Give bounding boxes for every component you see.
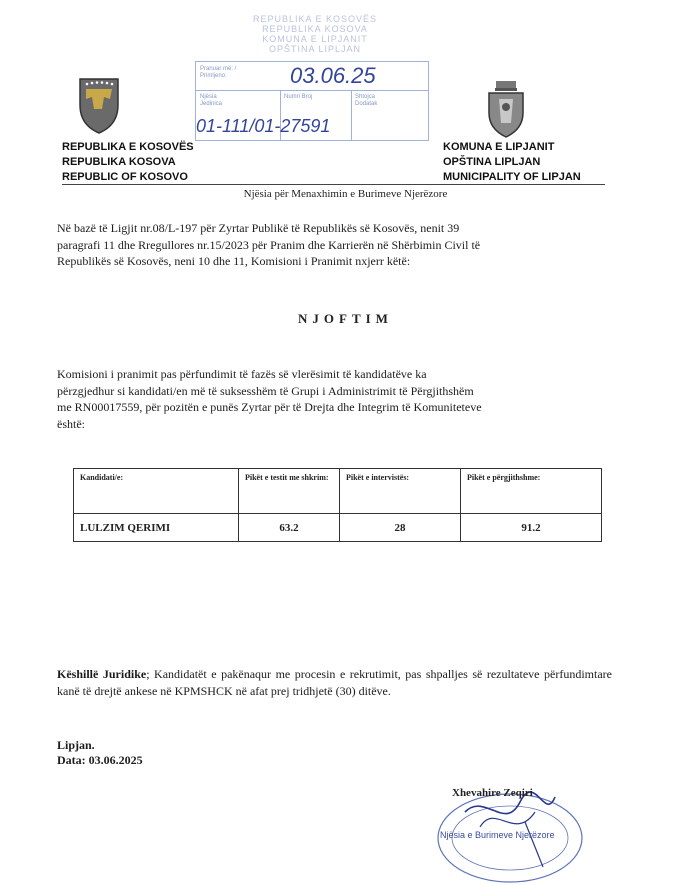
reference-number: 01-111/01-27591 [196, 116, 331, 136]
legal-advice-label: Këshillë Juridike [57, 667, 147, 681]
table-header-cell: Kandidati/e: [74, 469, 239, 514]
table-header-cell: Pikët e intervistës: [340, 469, 461, 514]
faint-stamp-header [225, 14, 405, 54]
body-line: përzgjedhur si kandidati/en më të suksesshëm të Grupi i Administrimit të Përgjithshëm [57, 383, 474, 398]
intro-paragraph [57, 220, 613, 270]
table-header-cell: Pikët e testit me shkrim: [239, 469, 340, 514]
header-left-line: REPUBLIKA E KOSOVËS [62, 141, 194, 153]
divider [351, 91, 352, 140]
body-line: është: [57, 416, 85, 431]
body-line: Komisioni i pranimit pas përfundimit të fazës së vlerësimit të kandidatëve ka [57, 367, 427, 381]
header-left [62, 140, 194, 185]
header-right [443, 140, 581, 185]
header-right-line: MUNICIPALITY OF LIPJAN [443, 171, 581, 183]
attachment-label: Shtojca Dodatak [355, 94, 378, 107]
table-row [74, 514, 602, 542]
header-left-line: REPUBLIC OF KOSOVO [62, 171, 188, 183]
place-date [57, 738, 143, 768]
header-right-line: OPŠTINA LIPLJAN [443, 156, 541, 168]
place: Lipjan. [57, 738, 95, 752]
document-title: NJOFTIM [298, 311, 393, 326]
date-line: Data: 03.06.2025 [57, 753, 143, 767]
received-label: Pranuar më: / Primljeno: [200, 66, 237, 79]
header-right-line: KOMUNA E LIPJANIT [443, 141, 555, 153]
total-score: 91.2 [461, 514, 602, 542]
org-unit-label: Njësia Jedinica [200, 94, 223, 107]
unit-name: Njësia për Menaxhimin e Burimeve Njerëzore [243, 188, 448, 200]
kosovo-emblem-icon [76, 75, 122, 135]
seal-text: Njësia e Burimeve Njerëzore [440, 830, 555, 840]
faint-line: KOMUNA E LIPJANIT [262, 34, 368, 44]
legal-advice [57, 666, 612, 699]
table-header-row [74, 469, 602, 514]
interview-score: 28 [340, 514, 461, 542]
lipjan-emblem-icon [483, 79, 529, 139]
intro-line: paragrafi 11 dhe Rregullores nr.15/2023 për Pranim dhe Karrierën në Shërbimin Civil të [57, 237, 481, 252]
body-line: me RN00017559, për pozitën e punës Zyrtar për të Drejta dhe Integrim të Komuniteteve [57, 400, 482, 414]
intro-line: Republikës së Kosovës, neni 10 dhe 11, Komisioni i Pranimit nxjerr këtë: [57, 254, 411, 268]
received-date: 03.06.25 [290, 63, 376, 88]
table-header-cell: Pikët e përgjithshme: [461, 469, 602, 514]
header-left-line: REPUBLIKA KOSOVA [62, 156, 176, 168]
intro-line: Në bazë të Ligjit nr.08/L-197 për Zyrtar Publikë të Republikës së Kosovës, nenit 39 [57, 221, 460, 235]
faint-line: REPUBLIKA KOSOVA [262, 24, 368, 34]
number-label: Numri Broj [284, 94, 313, 100]
body-paragraph [57, 366, 613, 432]
results-table [73, 468, 602, 542]
written-test-score: 63.2 [239, 514, 340, 542]
header-divider [62, 184, 605, 185]
faint-line: OPŠTINA LIPLJAN [268, 44, 362, 54]
signatory-name: Xhevahire Zeqiri [452, 787, 533, 799]
faint-line: REPUBLIKA E KOSOVËS [252, 14, 378, 24]
legal-advice-text: ; Kandidatët e pakënaqur me procesin e rekrutimit, pas shpalljes së rezultateve përfundimtare kanë të drejtë ankese në KPMSHCK në afat prej tridhjetë (30) ditëve. [57, 667, 612, 698]
candidate-name: LULZIM QERIMI [74, 514, 239, 542]
